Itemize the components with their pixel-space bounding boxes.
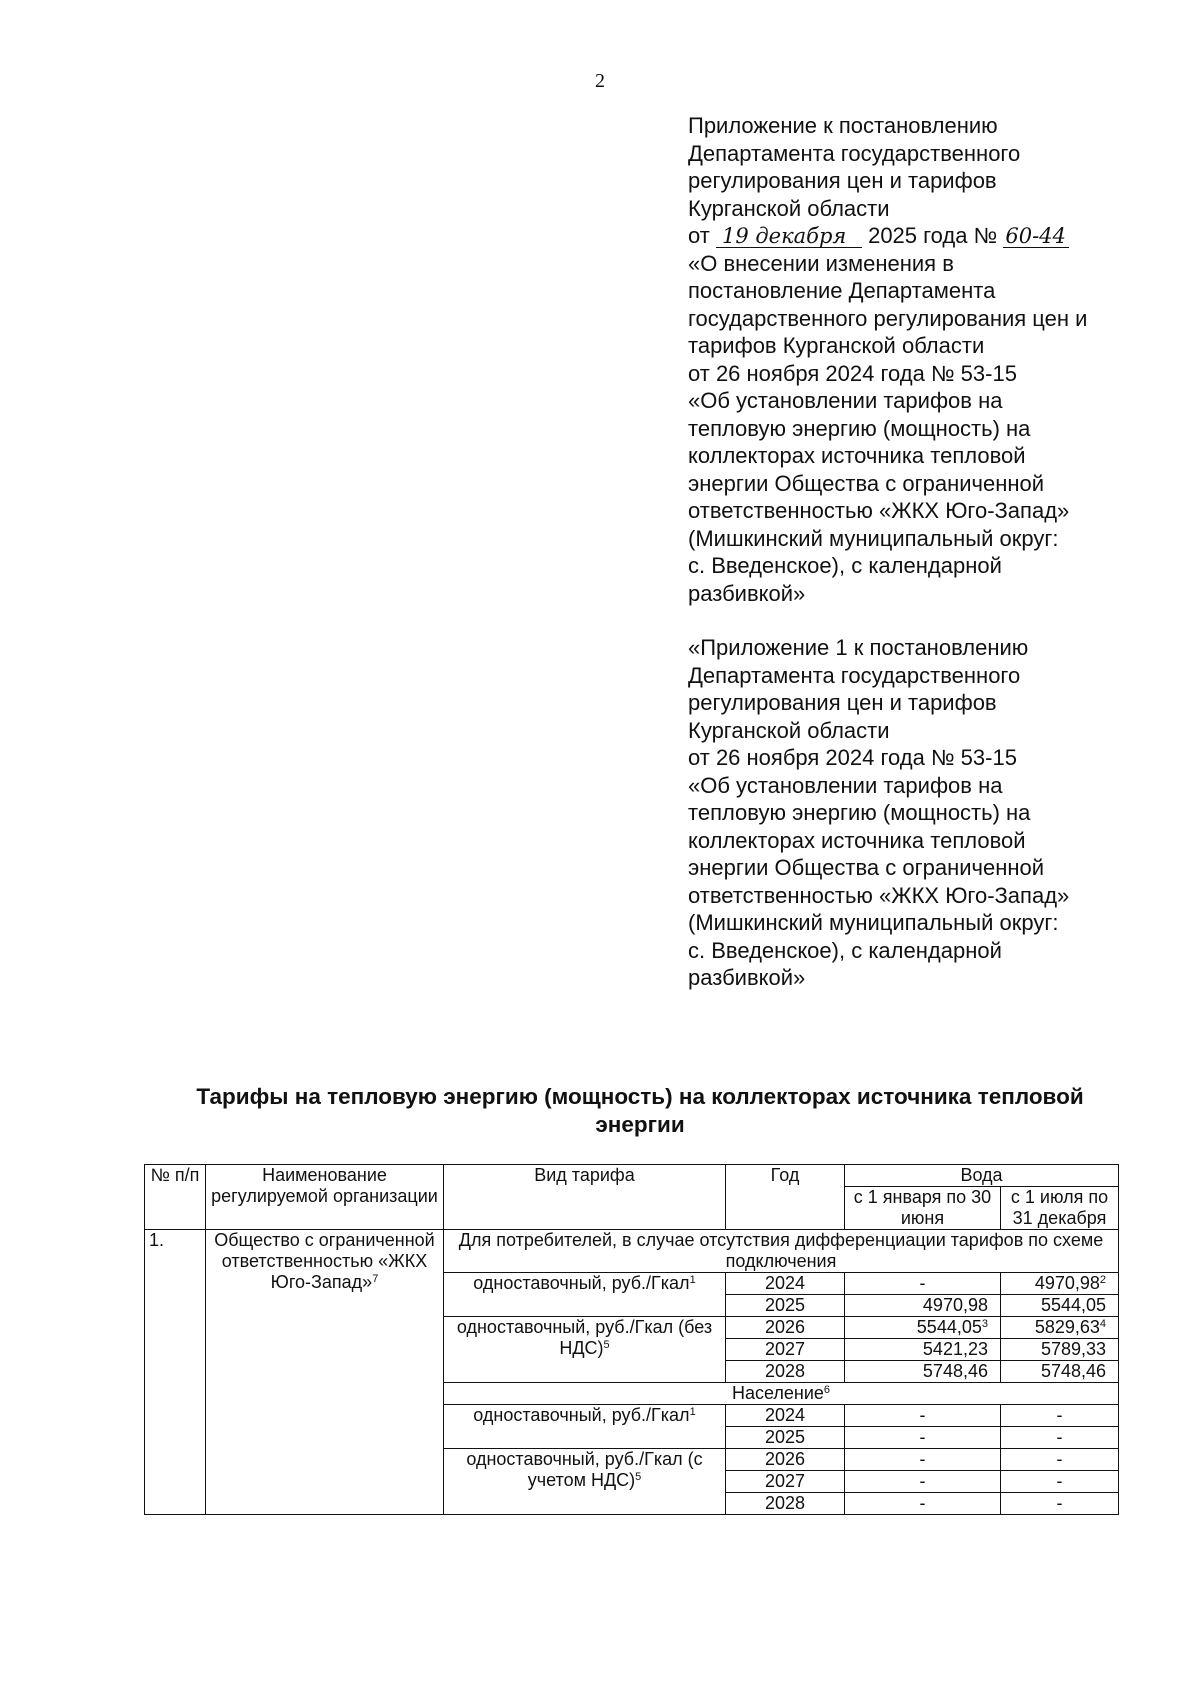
page-number: 2 (595, 70, 605, 92)
annex-date-line (688, 222, 1168, 250)
handwritten-date: 19 декабря (716, 225, 862, 248)
tariff-table (144, 1164, 1119, 1515)
tariff-type: одноставочный, руб./Гкал (с учетом НДС)$^5$ (444, 1449, 726, 1515)
value-h1: - (845, 1405, 1001, 1427)
annex-line: государственного регулирования цен и (688, 305, 1088, 331)
year-cell: 2025 (726, 1427, 845, 1449)
annex-line: (Мишкинский муниципальный округ: (688, 525, 1059, 551)
value-h2: - (1001, 1449, 1119, 1471)
section-consumers: Для потребителей, в случае отсутствия дифференциации тарифов по схеме подключения (444, 1230, 1119, 1273)
date-prefix: от (688, 223, 710, 248)
annex-line: с. Введенское), с календарной (688, 937, 1002, 963)
year-cell: 2026 (726, 1449, 845, 1471)
annex-line: с. Введенское), с календарной (688, 553, 1002, 578)
value-h2: - (1001, 1493, 1119, 1515)
annex-line: тепловую энергию (мощность) на (688, 415, 1031, 441)
header-num: № п/п (145, 1165, 206, 1230)
value-h1: 5748,46 (845, 1361, 1001, 1383)
table-row (145, 1230, 1119, 1273)
annex-line: (Мишкинский муниципальный округ: (688, 910, 1059, 935)
tariff-type: одноставочный, руб./Гкал$^1$ (444, 1405, 726, 1449)
annex-line: Департамента государственного (688, 662, 1021, 688)
year-cell: 2027 (726, 1339, 845, 1361)
header-year: Год (726, 1165, 845, 1230)
tariff-type: одноставочный, руб./Гкал (без НДС)$^5$ (444, 1317, 726, 1383)
annex-line: ответственностью «ЖКХ Юго-Запад» (688, 498, 1070, 523)
annex-line: энергии Общества с ограниченной (688, 470, 1045, 496)
value-h2: 4970,98$^2$ (1001, 1273, 1119, 1295)
value-h1: 5421,23 (845, 1339, 1001, 1361)
annex-line: Курганской области (688, 717, 890, 743)
header-water: Вода (845, 1165, 1119, 1187)
header-org: Наименование регулируемой организации (206, 1165, 444, 1230)
annex-line: регулирования цен и тарифов (688, 690, 997, 715)
value-h1: 5544,05$^3$ (845, 1317, 1001, 1339)
year-cell: 2025 (726, 1295, 845, 1317)
annex-line: тарифов Курганской области (688, 333, 985, 358)
spacer (688, 607, 1168, 634)
row-number: 1. (145, 1230, 206, 1515)
annex-line: постановление Департамента (688, 278, 996, 303)
value-h2: - (1001, 1405, 1119, 1427)
value-h2: 5789,33 (1001, 1339, 1119, 1361)
value-h1: - (845, 1449, 1001, 1471)
org-name: Общество с ограниченной ответственностью «ЖКХ Юго-Запад»$^7$ (206, 1230, 444, 1515)
annex-line: «Об установлении тарифов на (688, 772, 1003, 798)
value-h2: 5544,05 (1001, 1295, 1119, 1317)
annex-line: «Приложение 1 к постановлению (688, 635, 1029, 660)
year-cell: 2024 (726, 1273, 845, 1295)
annex-line: коллекторах источника тепловой (688, 443, 1026, 468)
annex-line: от 26 ноября 2024 года № 53-15 (688, 360, 1017, 386)
annex-line: от 26 ноября 2024 года № 53-15 (688, 745, 1017, 770)
annex-line: разбивкой» (688, 965, 806, 990)
annex-line: Курганской области (688, 195, 890, 221)
year-cell: 2027 (726, 1471, 845, 1493)
table-header-row (145, 1165, 1119, 1187)
year-cell: 2028 (726, 1493, 845, 1515)
handwritten-number: 60-44 (1003, 225, 1069, 248)
value-h2: - (1001, 1471, 1119, 1493)
value-h2: - (1001, 1427, 1119, 1449)
title-line-1: Тарифы на тепловую энергию (мощность) на коллекторах источника тепловой (196, 1084, 1084, 1109)
annex-line: «Об установлении тарифов на (688, 388, 1003, 413)
value-h1: - (845, 1493, 1001, 1515)
annex-line: разбивкой» (688, 580, 806, 606)
annex-line: Департамента государственного (688, 140, 1021, 166)
annex-line: тепловую энергию (мощность) на (688, 800, 1031, 825)
annex-line: «О внесении изменения в (688, 250, 954, 276)
header-half-2: с 1 июля по 31 декабря (1001, 1187, 1119, 1230)
tariff-type: одноставочный, руб./Гкал$^1$ (444, 1273, 726, 1317)
annex-line: ответственностью «ЖКХ Юго-Запад» (688, 882, 1070, 908)
annex-line: регулирования цен и тарифов (688, 168, 997, 193)
section-population: Население$^6$ (444, 1383, 1119, 1405)
value-h1: 4970,98 (845, 1295, 1001, 1317)
annex-block (688, 112, 1168, 992)
year-cell: 2026 (726, 1317, 845, 1339)
year-cell: 2024 (726, 1405, 845, 1427)
annex-line: энергии Общества с ограниченной (688, 855, 1045, 880)
value-h2: 5748,46 (1001, 1361, 1119, 1383)
annex-line: коллекторах источника тепловой (688, 827, 1026, 853)
value-h1: - (845, 1471, 1001, 1493)
year-cell: 2028 (726, 1361, 845, 1383)
header-half-1: с 1 января по 30 июня (845, 1187, 1001, 1230)
value-h1: - (845, 1273, 1001, 1295)
value-h1: - (845, 1427, 1001, 1449)
title-line-2: энергии (595, 1112, 685, 1137)
annex-line: Приложение к постановлению (688, 113, 998, 138)
document-title (140, 1083, 1140, 1139)
date-suffix: 2025 года № (868, 223, 998, 248)
header-type: Вид тарифа (444, 1165, 726, 1230)
value-h2: 5829,63$^4$ (1001, 1317, 1119, 1339)
